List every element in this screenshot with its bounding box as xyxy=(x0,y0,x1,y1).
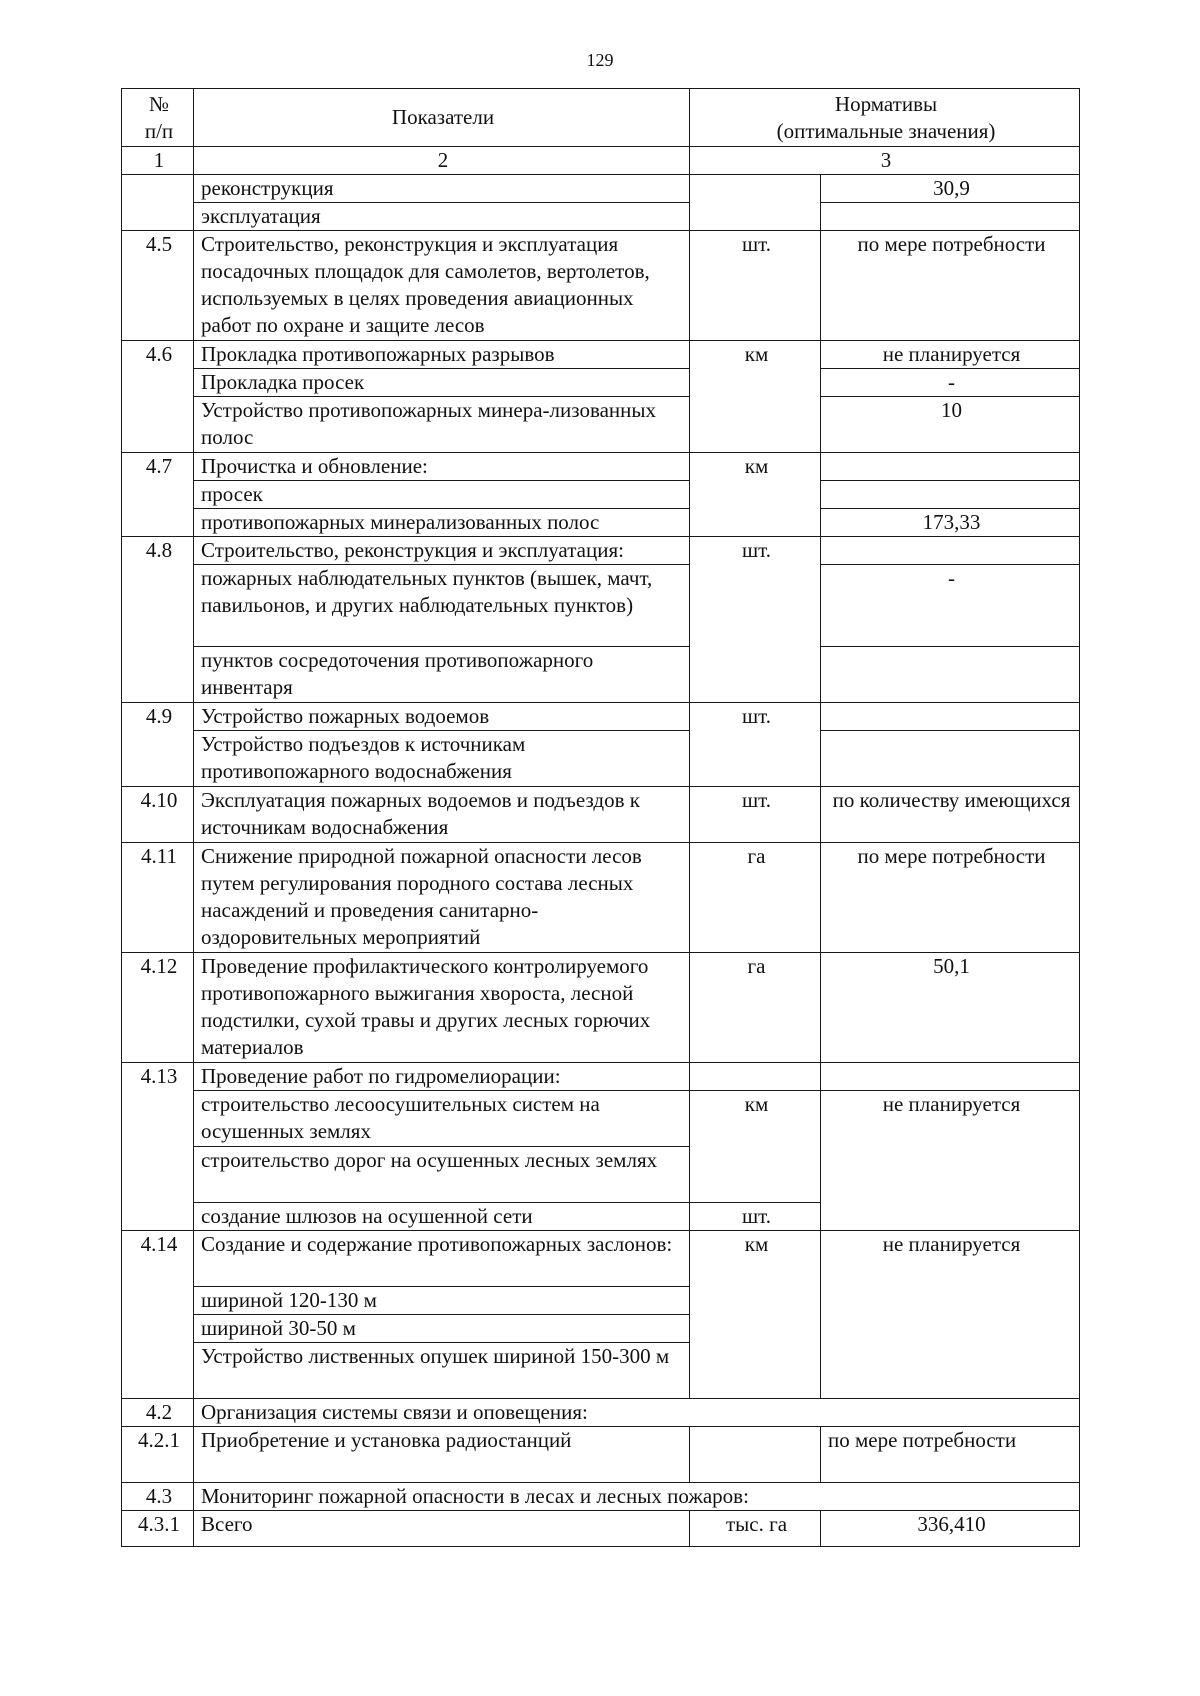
row-value: по количеству имеющихся xyxy=(821,787,1080,843)
row-label: Прокладка просек xyxy=(194,369,690,397)
header-indicators: Показатели xyxy=(194,89,690,147)
row-number: 4.6 xyxy=(122,341,194,453)
table-row xyxy=(122,787,1080,843)
row-number: 4.14 xyxy=(122,1231,194,1399)
row-unit: км xyxy=(690,453,821,537)
row-value xyxy=(821,481,1080,509)
row-value xyxy=(821,647,1080,703)
row-label: реконструкция xyxy=(194,175,690,203)
row-unit: га xyxy=(690,953,821,1063)
row-number: 4.13 xyxy=(122,1063,194,1231)
row-label: Прокладка противопожарных разрывов xyxy=(194,341,690,369)
table-row xyxy=(122,731,1080,787)
table-row xyxy=(122,1483,1080,1511)
row-number: 4.10 xyxy=(122,787,194,843)
table-row xyxy=(122,953,1080,1063)
row-label: Создание и содержание противопожарных заслонов: xyxy=(194,1231,690,1287)
table-row xyxy=(122,397,1080,453)
table-row xyxy=(122,1063,1080,1091)
row-value: 30,9 xyxy=(821,175,1080,203)
row-number: 4.2.1 xyxy=(122,1427,194,1483)
column-number-1: 1 xyxy=(122,147,194,175)
table-row xyxy=(122,843,1080,953)
row-unit xyxy=(690,1063,821,1091)
row-label: просек xyxy=(194,481,690,509)
row-label: Приобретение и установка радиостанций xyxy=(194,1427,690,1483)
row-unit xyxy=(690,1427,821,1483)
row-unit: км xyxy=(690,1231,821,1399)
row-number: 4.11 xyxy=(122,843,194,953)
row-label: Мониторинг пожарной опасности в лесах и лесных пожаров: xyxy=(194,1483,1080,1511)
row-value: не планируется xyxy=(821,1091,1080,1231)
row-unit: шт. xyxy=(690,231,821,341)
row-label: Организация системы связи и оповещения: xyxy=(194,1399,1080,1427)
row-label: эксплуатация xyxy=(194,203,690,231)
row-value: по мере потребности xyxy=(821,231,1080,341)
row-number: 4.9 xyxy=(122,703,194,787)
row-value: не планируется xyxy=(821,1231,1080,1399)
row-unit: шт. xyxy=(690,703,821,787)
row-number: 4.5 xyxy=(122,231,194,341)
header-number-line1: № xyxy=(148,91,170,116)
row-label: Прочистка и обновление: xyxy=(194,453,690,481)
row-number: 4.12 xyxy=(122,953,194,1063)
row-label: шириной 30-50 м xyxy=(194,1315,690,1343)
row-label: Устройство пожарных водоемов xyxy=(194,703,690,731)
table-row xyxy=(122,1231,1080,1287)
row-value: 173,33 xyxy=(821,509,1080,537)
row-number: 4.2 xyxy=(122,1399,194,1427)
row-value: по мере потребности xyxy=(821,1427,1080,1483)
row-label: пунктов сосредоточения противопожарного инвентаря xyxy=(194,647,690,703)
row-unit: км xyxy=(690,341,821,453)
row-value: 50,1 xyxy=(821,953,1080,1063)
row-label: строительство дорог на осушенных лесных землях xyxy=(194,1147,690,1203)
column-number-3: 3 xyxy=(690,147,1080,175)
header-norms-line2: (оптимальные значения) xyxy=(776,118,996,143)
table-row xyxy=(122,703,1080,731)
row-label: Устройство противопожарных минера-лизованных полос xyxy=(194,397,690,453)
table-header-row xyxy=(122,89,1080,147)
row-number: 4.3.1 xyxy=(122,1511,194,1547)
row-label: Проведение работ по гидромелиорации: xyxy=(194,1063,690,1091)
header-norms xyxy=(690,89,1080,147)
row-label: Проведение профилактического контролируемого противопожарного выжигания хвороста, лесной подстилки, сухой травы и других лесных горючих материалов xyxy=(194,953,690,1063)
table-row xyxy=(122,175,1080,203)
row-number: 4.3 xyxy=(122,1483,194,1511)
row-value xyxy=(821,453,1080,481)
row-value: по мере потребности xyxy=(821,843,1080,953)
row-label: создание шлюзов на осушенной сети xyxy=(194,1203,690,1231)
row-value: - xyxy=(821,565,1080,647)
row-number-cell xyxy=(122,175,194,231)
row-value: - xyxy=(821,369,1080,397)
table-row xyxy=(122,231,1080,341)
row-value xyxy=(821,731,1080,787)
row-unit: тыс. га xyxy=(690,1511,821,1547)
table-row xyxy=(122,1511,1080,1547)
row-value xyxy=(821,703,1080,731)
table-row xyxy=(122,453,1080,481)
row-number: 4.7 xyxy=(122,453,194,537)
row-label: Устройство лиственных опушек шириной 150-300 м xyxy=(194,1343,690,1399)
table-row xyxy=(122,1399,1080,1427)
row-label: Всего xyxy=(194,1511,690,1547)
table-row xyxy=(122,565,1080,647)
header-number xyxy=(122,89,194,147)
row-label: Строительство, реконструкция и эксплуатация посадочных площадок для самолетов, вертолетов, используемых в целях проведения авиационных работ по охране и защите лесов xyxy=(194,231,690,341)
table-row xyxy=(122,341,1080,369)
row-value: 336,410 xyxy=(821,1511,1080,1547)
table-row xyxy=(122,647,1080,703)
header-number-line2: п/п xyxy=(144,118,174,143)
row-value xyxy=(821,1063,1080,1091)
row-label: шириной 120-130 м xyxy=(194,1287,690,1315)
table-row xyxy=(122,1427,1080,1483)
table-row xyxy=(122,481,1080,509)
column-number-row xyxy=(122,147,1080,175)
table-row xyxy=(122,369,1080,397)
row-value xyxy=(821,203,1080,231)
norms-table xyxy=(121,88,1080,1547)
page-number: 129 xyxy=(586,50,614,70)
table-row xyxy=(122,537,1080,565)
row-label: Устройство подъездов к источникам противопожарного водоснабжения xyxy=(194,731,690,787)
table-row xyxy=(122,1091,1080,1147)
row-number: 4.8 xyxy=(122,537,194,703)
header-norms-line1: Нормативы xyxy=(834,91,938,116)
row-label: строительство лесоосушительных систем на осушенных землях xyxy=(194,1091,690,1147)
row-value xyxy=(821,537,1080,565)
row-label: Эксплуатация пожарных водоемов и подъездов к источникам водоснабжения xyxy=(194,787,690,843)
row-unit: км xyxy=(690,1091,821,1203)
table-row xyxy=(122,203,1080,231)
row-unit: шт. xyxy=(690,787,821,843)
row-value: не планируется xyxy=(821,341,1080,369)
table-row xyxy=(122,509,1080,537)
row-value: 10 xyxy=(821,397,1080,453)
row-label: Строительство, реконструкция и эксплуатация: xyxy=(194,537,690,565)
column-number-2: 2 xyxy=(194,147,690,175)
row-unit: шт. xyxy=(690,537,821,703)
row-label: противопожарных минерализованных полос xyxy=(194,509,690,537)
row-label: Снижение природной пожарной опасности лесов путем регулирования породного состава лесных насаждений и проведения санитарно-оздоровительных мероприятий xyxy=(194,843,690,953)
row-unit: шт. xyxy=(690,1203,821,1231)
row-unit: га xyxy=(690,843,821,953)
row-unit xyxy=(690,175,821,231)
row-label: пожарных наблюдательных пунктов (вышек, мачт, павильонов, и других наблюдательных пунктов) xyxy=(194,565,690,647)
